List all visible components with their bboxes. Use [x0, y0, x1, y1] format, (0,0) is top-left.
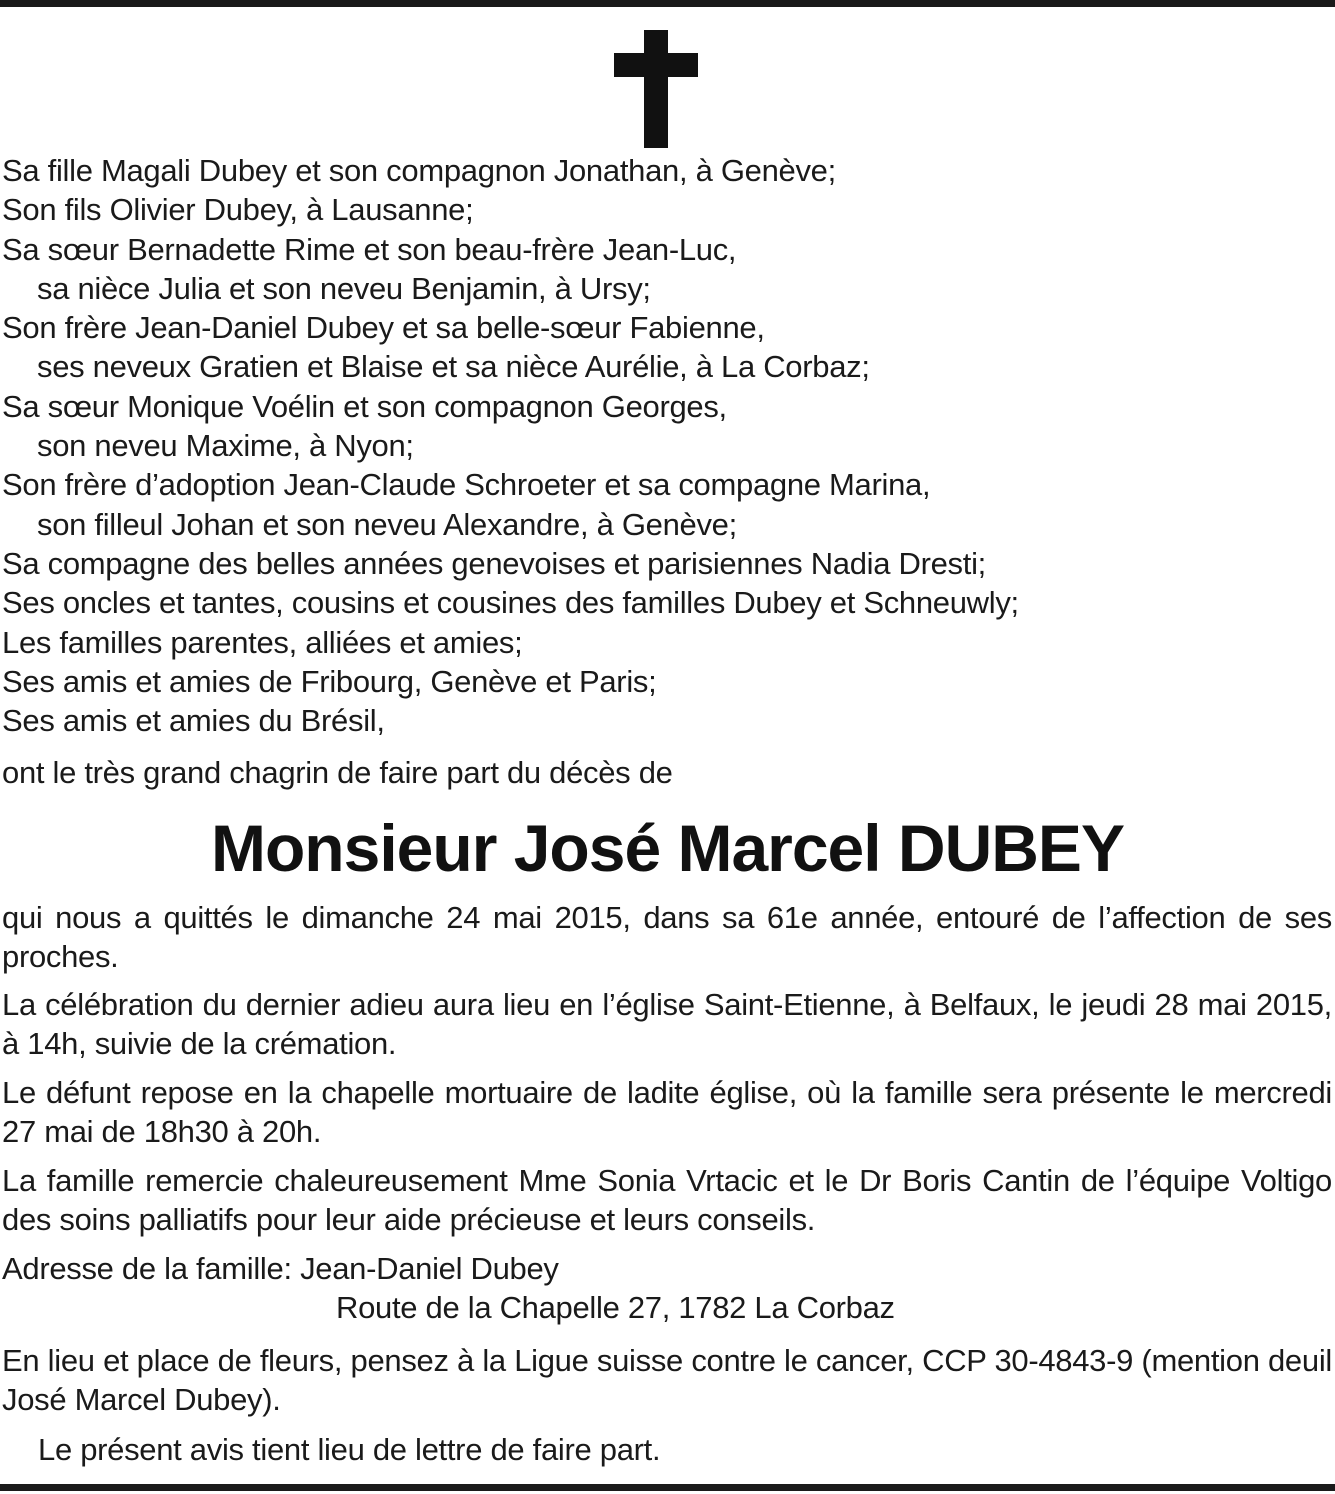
family-line: Ses amis et amies du Brésil,: [2, 703, 385, 739]
family-line: Ses oncles et tantes, cousins et cousines des familles Dubey et Schneuwly;: [2, 585, 1019, 621]
thanks-paragraph: La famille remercie chaleureusement Mme Sonia Vrtacic et le Dr Boris Cantin de l’équipe Voltigo des soins palliatifs pour leur aide précieuse et leurs conseils.: [2, 1163, 1332, 1237]
rest-paragraph: Le défunt repose en la chapelle mortuaire de ladite église, où la famille sera présente le mercredi 27 mai de 18h30 à 20h.: [2, 1075, 1332, 1149]
family-line: Ses amis et amies de Fribourg, Genève et Paris;: [2, 663, 657, 699]
family-line: Sa sœur Monique Voélin et son compagnon Georges,: [2, 388, 727, 424]
family-list: [2, 151, 1019, 740]
top-border-rule: [0, 0, 1335, 7]
family-line: Sa sœur Bernadette Rime et son beau-frère Jean-Luc,: [2, 231, 737, 267]
family-line: son filleul Johan et son neveu Alexandre, à Genève;: [37, 506, 737, 542]
cross-vertical-bar: [644, 30, 668, 148]
family-line: Son fils Olivier Dubey, à Lausanne;: [2, 192, 474, 228]
family-line: Son frère d’adoption Jean-Claude Schroeter et sa compagne Marina,: [2, 467, 931, 503]
address-line-1: Adresse de la famille: Jean-Daniel Dubey: [2, 1251, 559, 1286]
announcement-lead: ont le très grand chagrin de faire part du décès de: [2, 755, 673, 790]
family-address: [2, 1249, 895, 1327]
flowers-paragraph: En lieu et place de fleurs, pensez à la Ligue suisse contre le cancer, CCP 30-4843-9 (mention deuil José Marcel Dubey).: [2, 1343, 1332, 1417]
family-line: Sa fille Magali Dubey et son compagnon Jonathan, à Genève;: [2, 153, 836, 188]
family-line: sa nièce Julia et son neveu Benjamin, à Ursy;: [37, 270, 651, 306]
ceremony-paragraph: La célébration du dernier adieu aura lieu en l’église Saint-Etienne, à Belfaux, le jeudi 28 mai 2015, à 14h, suivie de la crémation.: [2, 987, 1332, 1061]
deceased-name: Monsieur José Marcel DUBEY: [211, 811, 1124, 885]
family-line: Sa compagne des belles années genevoises et parisiennes Nadia Dresti;: [2, 545, 986, 581]
family-line: ses neveux Gratien et Blaise et sa nièce Aurélie, à La Corbaz;: [37, 349, 870, 385]
cross-icon: [614, 30, 698, 148]
family-line: Son frère Jean-Daniel Dubey et sa belle-sœur Fabienne,: [2, 310, 765, 346]
death-paragraph: qui nous a quittés le dimanche 24 mai 2015, dans sa 61e année, entouré de l’affection de ses proches.: [2, 900, 1332, 974]
cross-horizontal-bar: [614, 53, 698, 77]
closing-line: Le présent avis tient lieu de lettre de faire part.: [38, 1432, 661, 1467]
family-line: Les familles parentes, alliées et amies;: [2, 624, 523, 660]
address-line-2: Route de la Chapelle 27, 1782 La Corbaz: [336, 1290, 895, 1325]
family-line: son neveu Maxime, à Nyon;: [37, 428, 414, 464]
bottom-border-rule: [0, 1484, 1335, 1491]
